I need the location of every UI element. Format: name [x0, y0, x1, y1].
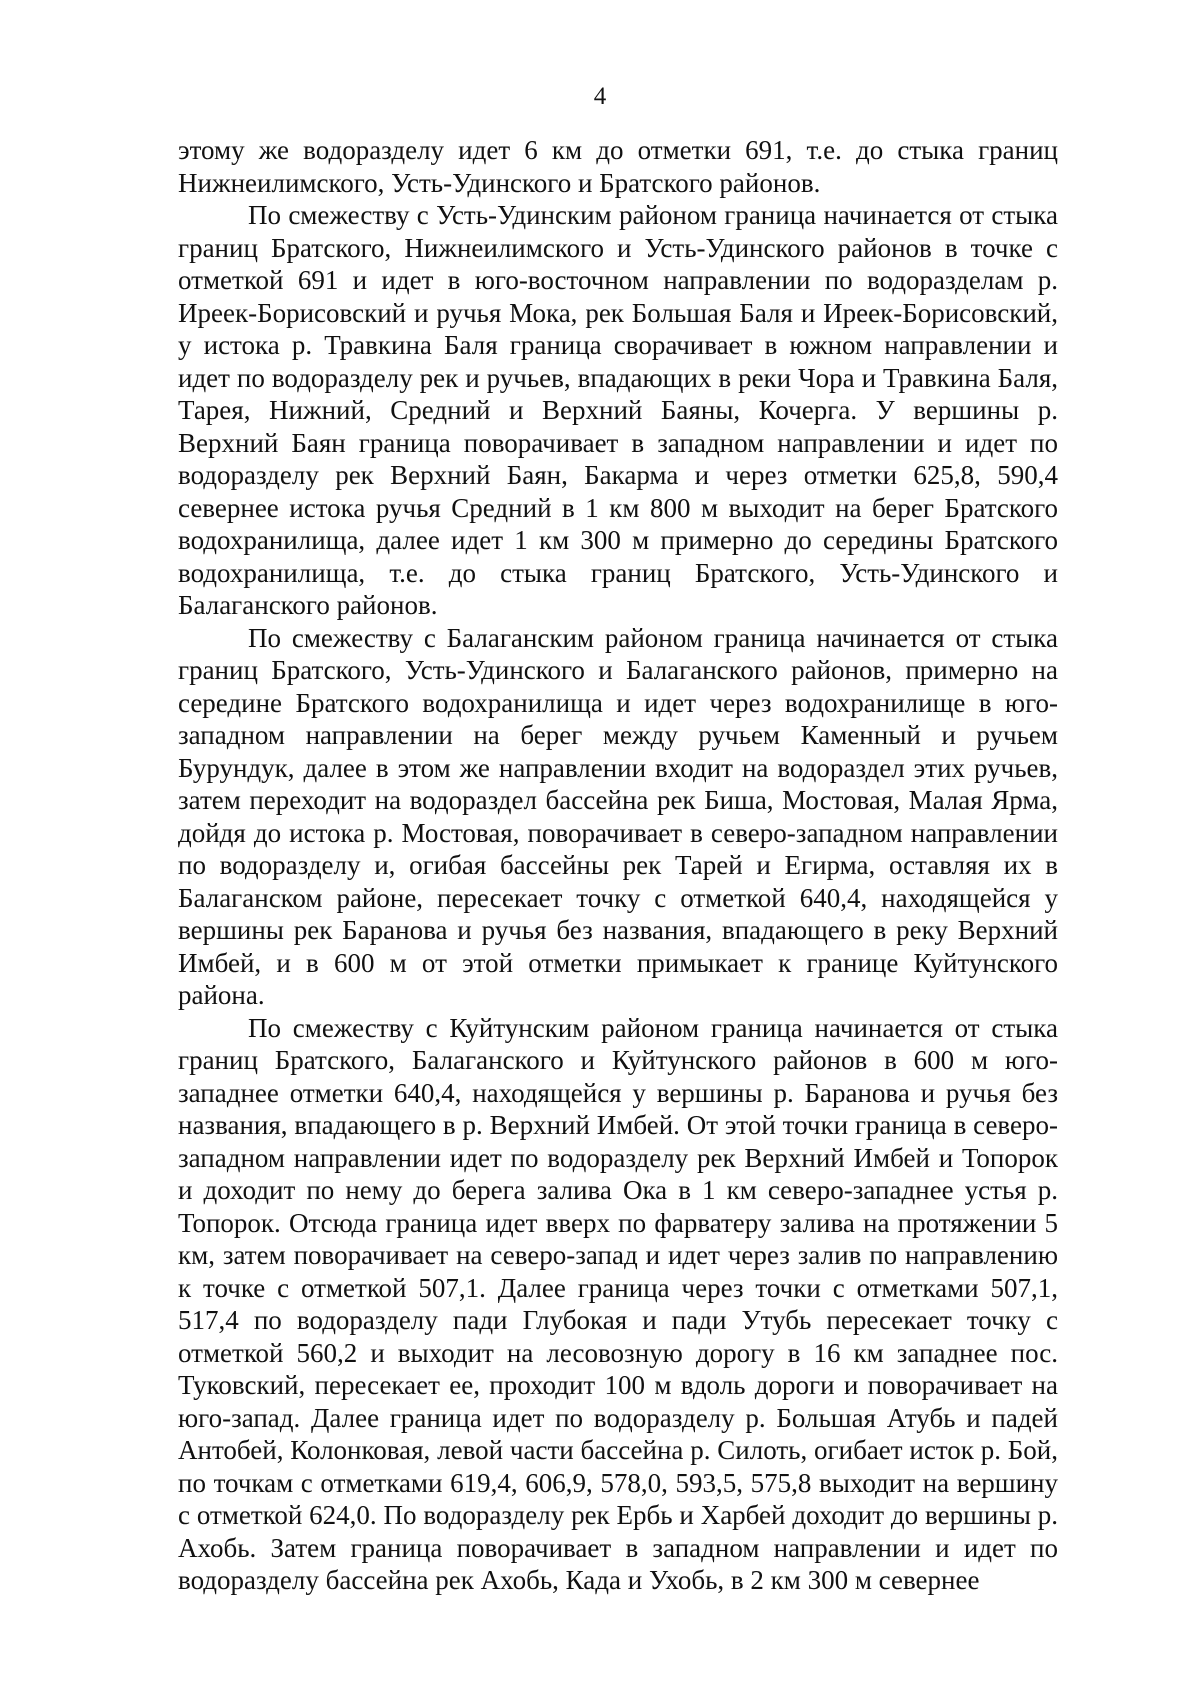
paragraph-kuytunsky-border: По смежеству с Куйтунским районом граница начинается от стыка границ Братского, Балаганского и Куйтунского районов в 600 м юго-западнее отметки 640,4, находящейся у вершины р. Баранова и ручья без названия, впадающего в р. Верхний Имбей. От этой точки граница в северо-западном направлении идет по водоразделу рек Верхний Имбей и Топорок и доходит по нему до берега залива Ока в 1 км северо-западнее устья р. Топорок. Отсюда граница идет вверх по фарватеру залива на протяжении 5 км, затем поворачивает на северо-запад и идет через залив по направлению к точке с отметкой 507,1. Далее граница через точки с отметками 507,1, 517,4 по водоразделу пади Глубокая и пади Утубь пересекает точку с отметкой 560,2 и выходит на лесовозную дорогу в 16 км западнее пос. Туковский, пересекает ее, проходит 100 м вдоль дороги и поворачивает на юго-запад. Далее граница идет по водоразделу р. Большая Атубь и падей Антобей, Колонковая, левой части бассейна р. Силоть, огибает исток р. Бой, по точкам с отметками 619,4, 606,9, 578,0, 593,5, 575,8 выходит на вершину с отметкой 624,0. По водоразделу рек Ербь и Харбей доходит до вершины р. Ахобь. Затем граница поворачивает в западном направлении и идет по водоразделу бассейна рек Ахобь, Када и Ухобь, в 2 км 300 м севернее: [178, 1012, 1058, 1595]
document-body: [178, 134, 1058, 1597]
paragraph-balagansky-border: По смежеству с Балаганским районом граница начинается от стыка границ Братского, Усть-Удинского и Балаганского районов, примерно на середине Братского водохранилища и идет через водохранилище в юго-западном направлении на берег между ручьем Каменный и ручьем Бурундук, далее в этом же направлении входит на водораздел этих ручьев, затем переходит на водораздел бассейна рек Биша, Мостовая, Малая Ярма, дойдя до истока р. Мостовая, поворачивает в северо-западном направлении по водоразделу и, огибая бассейны рек Тарей и Егирма, оставляя их в Балаганском районе, пересекает точку с отметкой 640,4, находящейся у вершины рек Баранова и ручья без названия, впадающего в реку Верхний Имбей, и в 600 м от этой отметки примыкает к границе Куйтунского района.: [178, 622, 1058, 1010]
page-number: 4: [593, 83, 607, 110]
paragraph-ust-udinsky-border: По смежеству с Усть-Удинским районом граница начинается от стыка границ Братского, Нижнеилимского и Усть-Удинского районов в точке с отметкой 691 и идет в юго-восточном направлении по водоразделам р. Иреек-Борисовский и ручья Мока, рек Большая Баля и Иреек-Борисовский, у истока р. Травкина Баля граница сворачивает в южном направлении и идет по водоразделу рек и ручьев, впадающих в реки Чора и Травкина Баля, Тарея, Нижний, Средний и Верхний Баяны, Кочерга. У вершины р. Верхний Баян граница поворачивает в западном направлении и идет по водоразделу рек Верхний Баян, Бакарма и через отметки 625,8, 590,4 севернее истока ручья Средний в 1 км 800 м выходит на берег Братского водохранилища, далее идет 1 км 300 м примерно до середины Братского водохранилища, т.е. до стыка границ Братского, Усть-Удинского и Балаганского районов.: [178, 200, 1058, 620]
paragraph-continued: этому же водоразделу идет 6 км до отметки 691, т.е. до стыка границ Нижнеилимского, Усть-Удинского и Братского районов.: [178, 135, 1058, 198]
